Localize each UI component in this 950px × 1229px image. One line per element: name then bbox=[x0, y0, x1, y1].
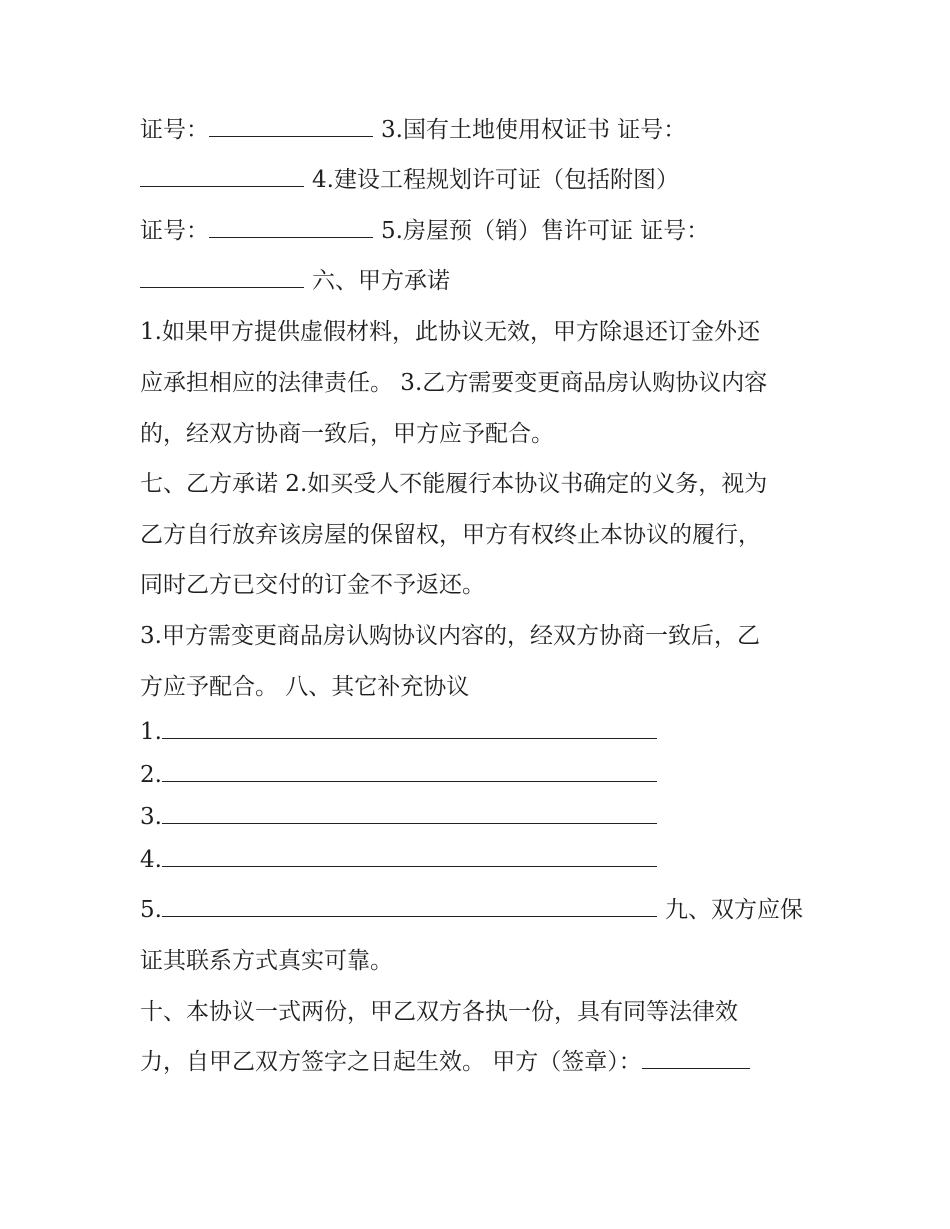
supplement-item-4: 4. bbox=[140, 844, 657, 876]
fill-blank[interactable] bbox=[162, 896, 657, 917]
text-line: 1.如果甲方提供虚假材料，此协议无效，甲方除退还订金外还 bbox=[140, 319, 760, 345]
text-line: 证其联系方式真实可靠。 bbox=[140, 948, 393, 974]
fill-blank[interactable] bbox=[162, 718, 657, 739]
supplement-item-2: 2. bbox=[140, 759, 657, 791]
text-line: 4.建设工程规划许可证（包括附图） bbox=[140, 164, 679, 196]
party-a-signature-blank[interactable] bbox=[642, 1048, 750, 1069]
fill-blank[interactable] bbox=[140, 267, 304, 288]
fill-blank[interactable] bbox=[209, 116, 373, 137]
text-line: 方应予配合。 八、其它补充协议 bbox=[140, 674, 470, 700]
text-line: 3.甲方需变更商品房认购协议内容的，经双方协商一致后，乙 bbox=[140, 623, 760, 649]
fill-blank[interactable] bbox=[162, 761, 657, 782]
text-line: 证号： 3.国有土地使用权证书 证号： bbox=[140, 117, 687, 143]
supplement-item-1: 1. bbox=[140, 716, 657, 748]
fill-blank[interactable] bbox=[162, 846, 657, 867]
text-line bbox=[140, 265, 450, 297]
text-line: 应承担相应的法律责任。 3.乙方需要变更商品房认购协议内容 bbox=[140, 370, 768, 396]
text-line: 七、乙方承诺 2.如买受人不能履行本协议书确定的义务，视为 bbox=[140, 471, 768, 497]
text-line: 的，经双方协商一致后，甲方应予配合。 bbox=[140, 421, 554, 447]
section-heading: 六、甲方承诺 bbox=[312, 268, 450, 294]
fill-blank[interactable] bbox=[140, 166, 304, 187]
text-line: 乙方自行放弃该房屋的保留权，甲方有权终止本协议的履行， bbox=[140, 522, 761, 548]
fill-blank[interactable] bbox=[209, 217, 373, 238]
supplement-item-5: 5. 九、双方应保 bbox=[140, 897, 803, 923]
text-line: 力，自甲乙双方签字之日起生效。 甲方（签章）： bbox=[140, 1046, 750, 1078]
supplement-item-3: 3. bbox=[140, 801, 657, 833]
text-line: 证号： 5.房屋预（销）售许可证 证号： bbox=[140, 218, 710, 244]
text-line: 十、本协议一式两份，甲乙双方各执一份，具有同等法律效 bbox=[140, 999, 738, 1025]
fill-blank[interactable] bbox=[162, 803, 657, 824]
text-line: 同时乙方已交付的订金不予返还。 bbox=[140, 572, 485, 598]
